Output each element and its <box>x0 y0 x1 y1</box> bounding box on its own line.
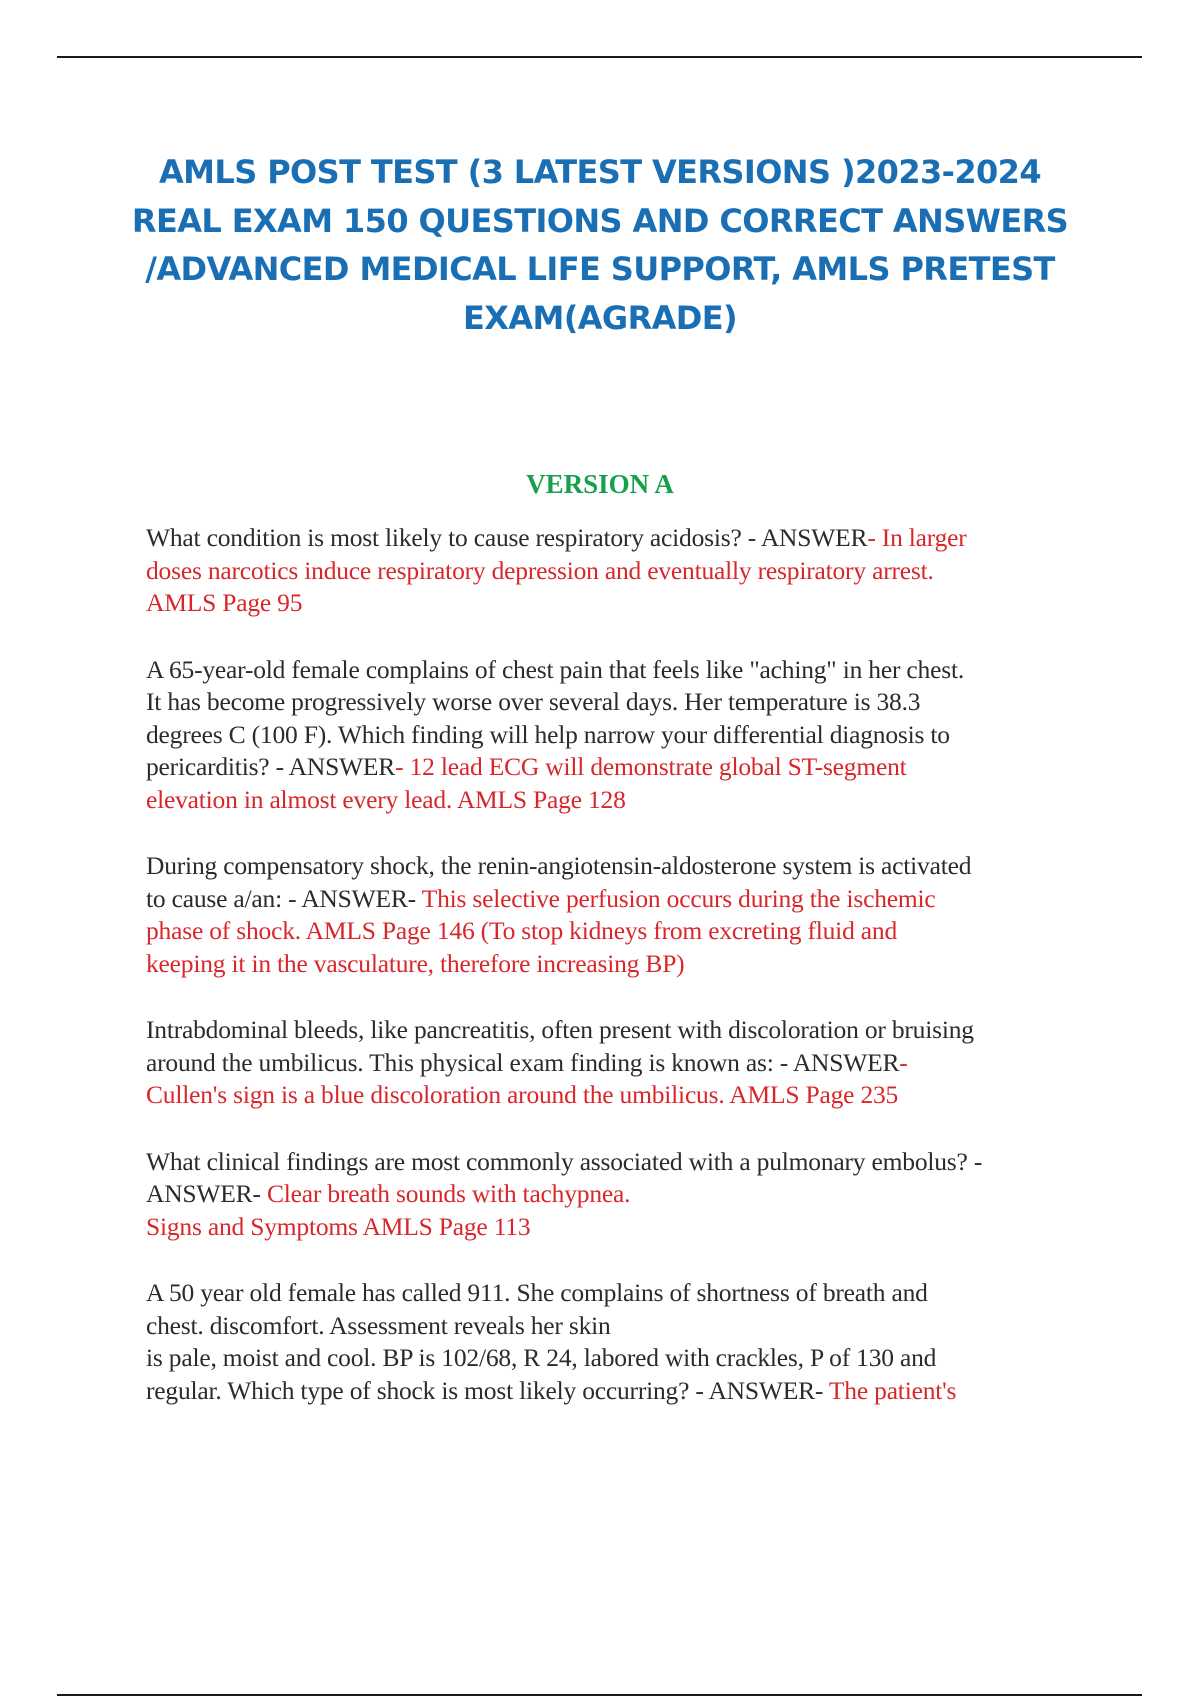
answer-text: elevation in almost every lead. AMLS Page 128 <box>146 784 626 814</box>
question-text: It has become progressively worse over several days. Her temperature is 38.3 <box>146 687 921 716</box>
question-text: around the umbilicus. This physical exam finding is known as: - ANSWER <box>146 1047 900 1077</box>
qa-line <box>146 654 1086 687</box>
answer-text: AMLS Page 95 <box>146 588 303 617</box>
title-line: EXAM(AGRADE) <box>462 298 738 337</box>
qa-item <box>146 522 1086 620</box>
qa-line <box>146 1277 1086 1310</box>
qa-line <box>146 883 1086 916</box>
qa-line <box>146 1342 1086 1375</box>
qa-line <box>146 1211 1086 1244</box>
qa-line <box>146 686 1086 719</box>
qa-line <box>146 915 1086 948</box>
qa-line <box>146 1079 1086 1112</box>
question-text: pericarditis? - ANSWER <box>146 752 396 781</box>
answer-text: Cullen's sign is a blue discoloration around the umbilicus. AMLS Page 235 <box>146 1080 899 1109</box>
question-text: is pale, moist and cool. BP is 102/68, R 24, labored with crackles, P of 130 and <box>146 1343 937 1372</box>
answer-text: Clear breath sounds with tachypnea. <box>266 1179 631 1208</box>
qa-line <box>146 1310 1086 1343</box>
question-text: During compensatory shock, the renin-angiotensin-aldosterone system is activated <box>146 851 972 880</box>
qa-line <box>146 1375 1086 1408</box>
answer-text: phase of shock. AMLS Page 146 (To stop kidneys from excreting fluid and <box>146 916 898 945</box>
question-text: chest. discomfort. Assessment reveals her skin <box>146 1310 611 1340</box>
answer-text: The patient's <box>828 1375 957 1405</box>
qa-line <box>146 587 1086 620</box>
title-line: REAL EXAM 150 QUESTIONS AND CORRECT ANSWERS <box>131 201 1069 240</box>
question-text: Intrabdominal bleeds, like pancreatitis, often present with discoloration or bruising <box>146 1015 974 1044</box>
question-text: ANSWER- <box>146 1179 267 1208</box>
qa-item <box>146 654 1086 817</box>
qa-line <box>146 1146 1086 1179</box>
question-text: A 65-year-old female complains of chest pain that feels like "aching" in her chest. <box>146 654 965 684</box>
answer-text: doses narcotics induce respiratory depression and eventually respiratory arrest. <box>146 555 934 585</box>
qa-list <box>146 522 1086 1441</box>
qa-line <box>146 1014 1086 1047</box>
qa-item <box>146 850 1086 980</box>
qa-item <box>146 1146 1086 1244</box>
question-text: What condition is most likely to cause respiratory acidosis? - ANSWER <box>146 523 868 552</box>
question-text: What clinical findings are most commonly associated with a pulmonary embolus? - <box>146 1146 983 1176</box>
title-line: AMLS POST TEST (3 LATEST VERSIONS )2023-2024 <box>159 153 1041 191</box>
qa-line <box>146 784 1086 817</box>
qa-line <box>146 1178 1086 1211</box>
qa-line <box>146 555 1086 588</box>
question-text: A 50 year old female has called 911. She complains of shortness of breath and <box>146 1278 928 1307</box>
answer-text: - 12 lead ECG will demonstrate global ST-segment <box>395 752 907 781</box>
qa-line <box>146 522 1086 555</box>
document-title <box>100 148 1100 342</box>
qa-line <box>146 850 1086 883</box>
answer-text: This selective perfusion occurs during the ischemic <box>421 883 936 913</box>
question-text: regular. Which type of shock is most likely occurring? - ANSWER- <box>146 1375 829 1405</box>
qa-item <box>146 1277 1086 1407</box>
qa-line <box>146 948 1086 981</box>
qa-line <box>146 719 1086 752</box>
version-heading: VERSION A <box>526 469 674 499</box>
question-text: to cause a/an: - ANSWER- <box>146 883 422 913</box>
qa-line <box>146 751 1086 784</box>
answer-text: keeping it in the vasculature, therefore increasing BP) <box>146 948 685 978</box>
qa-line <box>146 1047 1086 1080</box>
bottom-rule <box>57 1694 1142 1696</box>
answer-text: - <box>899 1047 908 1077</box>
qa-item <box>146 1014 1086 1112</box>
answer-text: Signs and Symptoms AMLS Page 113 <box>146 1211 531 1241</box>
answer-text: - In larger <box>867 523 967 552</box>
top-rule <box>57 56 1142 58</box>
question-text: degrees C (100 F). Which finding will help narrow your differential diagnosis to <box>146 719 950 749</box>
title-line: /ADVANCED MEDICAL LIFE SUPPORT, AMLS PRETEST <box>145 250 1055 288</box>
